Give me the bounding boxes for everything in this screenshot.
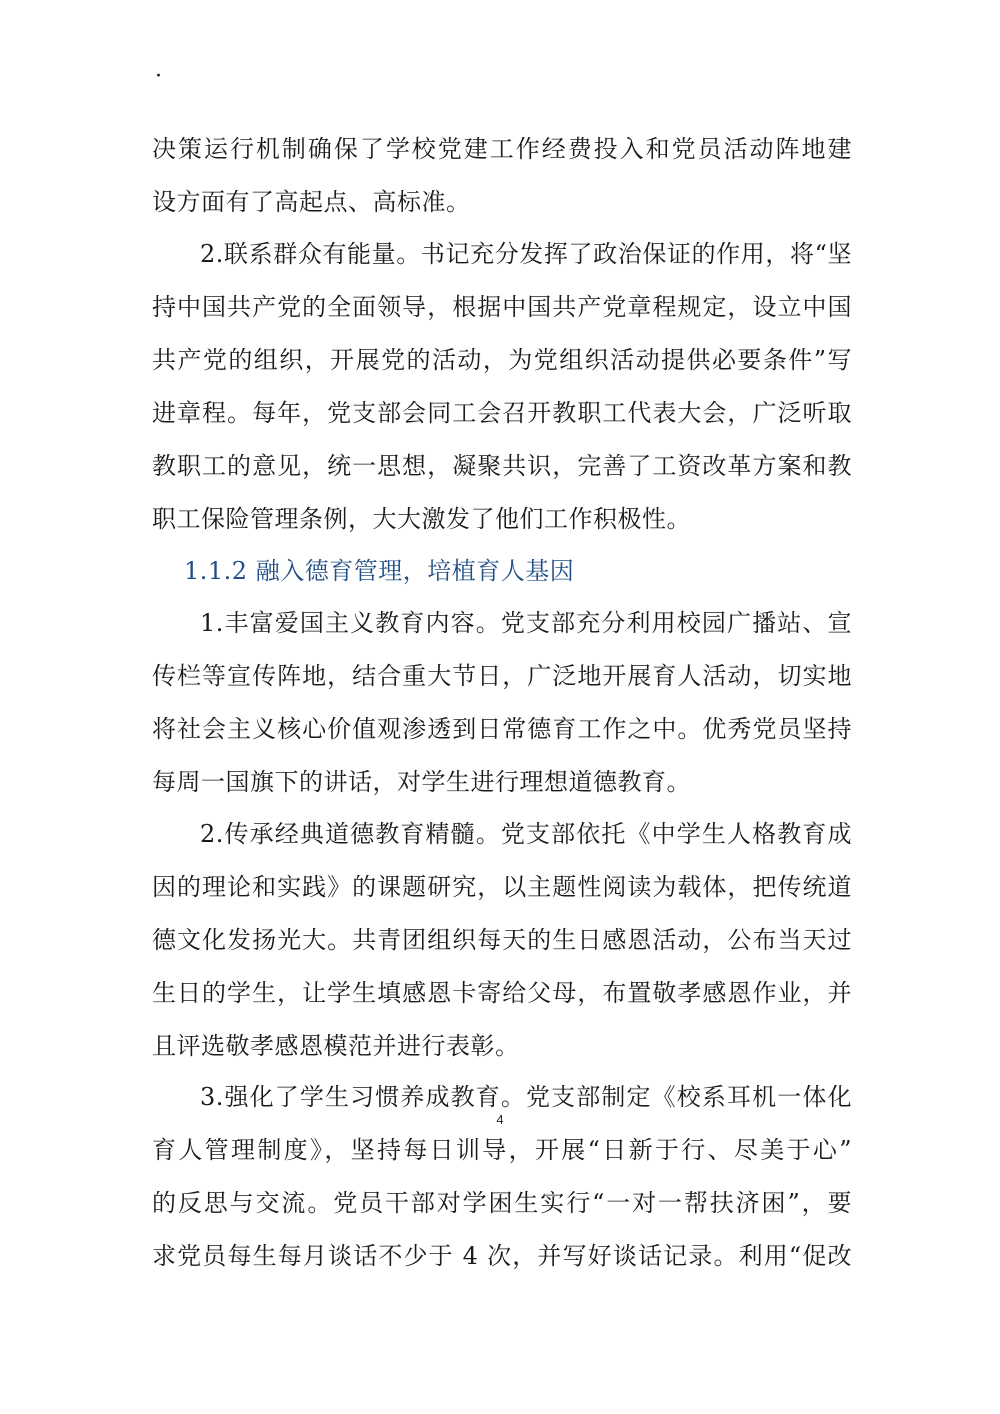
text-line: 职工保险管理条例，大大激发了他们工作积极性。 bbox=[152, 505, 691, 533]
text-line: 进章程。每年，党支部会同工会召开教职工代表大会，广泛听取 bbox=[152, 399, 852, 427]
page-marker: · bbox=[155, 64, 162, 89]
text-line: 且评选敬孝感恩模范并进行表彰。 bbox=[152, 1032, 520, 1060]
text-line: 共产党的组织，开展党的活动，为党组织活动提供必要条件”写 bbox=[152, 346, 852, 374]
paragraph-3 bbox=[152, 597, 852, 809]
text-line: 每周一国旗下的讲话，对学生进行理想道德教育。 bbox=[152, 768, 691, 796]
text-line: 决策运行机制确保了学校党建工作经费投入和党员活动阵地建 bbox=[152, 135, 852, 163]
text-line: 的反思与交流。党员干部对学困生实行“一对一帮扶济困”，要 bbox=[152, 1189, 852, 1217]
text-line: 生日的学生，让学生填感恩卡寄给父母，布置敬孝感恩作业，并 bbox=[152, 979, 852, 1007]
paragraph-5 bbox=[152, 1071, 852, 1283]
paragraph-1 bbox=[152, 123, 852, 229]
paragraph-2 bbox=[152, 228, 852, 546]
text-line: 2.联系群众有能量。书记充分发挥了政治保证的作用，将“坚 bbox=[200, 240, 852, 268]
text-line: 3.强化了学生习惯养成教育。党支部制定《校系耳机一体化 bbox=[200, 1083, 852, 1111]
text-line: 育人管理制度》，坚持每日训导，开展“日新于行、尽美于心” bbox=[152, 1136, 852, 1164]
text-line: 设方面有了高起点、高标准。 bbox=[152, 188, 471, 216]
text-line: 教职工的意见，统一思想，凝聚共识，完善了工资改革方案和教 bbox=[152, 452, 852, 480]
text-line: 因的理论和实践》的课题研究，以主题性阅读为载体，把传统道 bbox=[152, 873, 852, 901]
text-line: 传栏等宣传阵地，结合重大节日，广泛地开展育人活动，切实地 bbox=[152, 662, 852, 690]
text-line: 将社会主义核心价值观渗透到日常德育工作之中。优秀党员坚持 bbox=[152, 715, 852, 743]
text-line: 1.丰富爱国主义教育内容。党支部充分利用校园广播站、宣 bbox=[200, 609, 852, 637]
page-number: 4 bbox=[496, 1112, 504, 1127]
text-line: 求党员每生每月谈话不少于 4 次，并写好谈话记录。利用“促改 bbox=[152, 1242, 852, 1270]
text-line: 持中国共产党的全面领导，根据中国共产党章程规定，设立中国 bbox=[152, 293, 852, 321]
paragraph-4 bbox=[152, 808, 852, 1073]
text-line: 2.传承经典道德教育精髓。党支部依托《中学生人格教育成 bbox=[200, 820, 852, 848]
section-heading: 1.1.2 融入德育管理，培植育人基因 bbox=[184, 557, 575, 585]
text-line: 德文化发扬光大。共青团组织每天的生日感恩活动，公布当天过 bbox=[152, 926, 852, 954]
